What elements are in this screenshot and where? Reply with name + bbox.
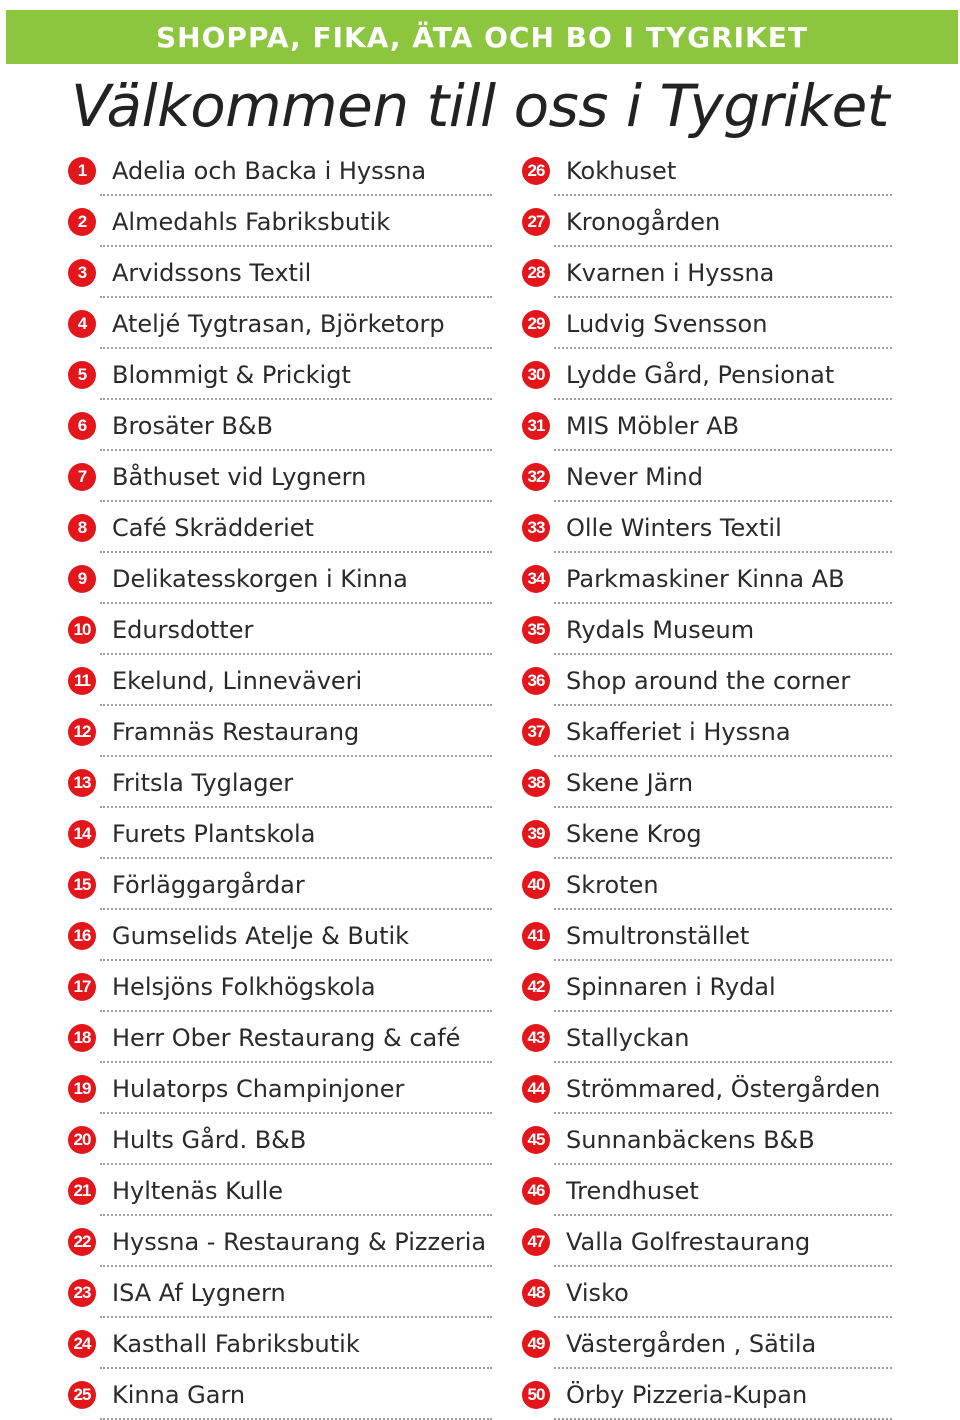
number-badge: 2 [68,208,96,236]
list-item [68,1063,486,1114]
number-badge: 4 [68,310,96,338]
place-name: Stallyckan [566,1023,690,1052]
number-badge: 48 [522,1279,550,1307]
number-badge: 27 [522,208,550,236]
place-name: Skafferiet i Hyssna [566,717,791,746]
list-item [522,757,880,808]
list-item [522,451,880,502]
place-name: Förläggargårdar [112,870,305,899]
number-badge: 10 [68,616,96,644]
list-item [522,349,880,400]
list-item [68,1165,486,1216]
list-item [522,961,880,1012]
list-item [68,553,486,604]
list-item [68,1012,486,1063]
place-name: Båthuset vid Lygnern [112,462,367,491]
place-name: Ludvig Svensson [566,309,768,338]
number-badge: 43 [522,1024,550,1052]
number-badge: 14 [68,820,96,848]
place-name: Almedahls Fabriksbutik [112,207,391,236]
list-item [68,247,486,298]
place-name: Ekelund, Linneväveri [112,666,363,695]
list-item [68,502,486,553]
number-badge: 41 [522,922,550,950]
place-name: Västergården , Sätila [566,1329,817,1358]
list-item [68,451,486,502]
number-badge: 50 [522,1381,550,1409]
list-item [522,604,880,655]
place-name: Edursdotter [112,615,254,644]
place-name: Never Mind [566,462,704,491]
list-item [522,1012,880,1063]
number-badge: 29 [522,310,550,338]
list-item [68,400,486,451]
place-name: Smultronstället [566,921,750,950]
place-name: Skene Järn [566,768,694,797]
number-badge: 20 [68,1126,96,1154]
number-badge: 31 [522,412,550,440]
number-badge: 19 [68,1075,96,1103]
number-badge: 5 [68,361,96,389]
list-item [68,298,486,349]
place-name: Furets Plantskola [112,819,316,848]
list-item [68,706,486,757]
list-item [522,400,880,451]
place-name: Örby Pizzeria-Kupan [566,1380,808,1409]
place-name: Parkmaskiner Kinna AB [566,564,845,593]
number-badge: 33 [522,514,550,542]
number-badge: 15 [68,871,96,899]
number-badge: 28 [522,259,550,287]
list-item [68,145,486,196]
number-badge: 37 [522,718,550,746]
number-badge: 6 [68,412,96,440]
place-name: Framnäs Restaurang [112,717,360,746]
list-item [522,196,880,247]
list-item [522,1216,880,1267]
banner-text: SHOPPA, FIKA, ÄTA OCH BO I TYGRIKET [156,20,808,54]
number-badge: 38 [522,769,550,797]
place-name: Fritsla Tyglager [112,768,294,797]
number-badge: 22 [68,1228,96,1256]
number-badge: 42 [522,973,550,1001]
place-name: Kvarnen i Hyssna [566,258,775,287]
list-item [522,1369,880,1420]
page-title: Välkommen till oss i Tygriket [70,72,889,140]
place-name: Strömmared, Östergården [566,1074,881,1103]
number-badge: 46 [522,1177,550,1205]
place-name: MIS Möbler AB [566,411,740,440]
place-name: Hulatorps Champinjoner [112,1074,405,1103]
number-badge: 32 [522,463,550,491]
place-name: Sunnanbäckens B&B [566,1125,815,1154]
place-name: Herr Ober Restaurang & café [112,1023,461,1052]
place-name: Kinna Garn [112,1380,246,1409]
number-badge: 25 [68,1381,96,1409]
list-item [522,808,880,859]
number-badge: 39 [522,820,550,848]
number-badge: 49 [522,1330,550,1358]
list-item [68,757,486,808]
list-item [522,859,880,910]
place-name: Delikatesskorgen i Kinna [112,564,408,593]
list-item [522,910,880,961]
list-item [522,1063,880,1114]
place-name: Adelia och Backa i Hyssna [112,156,427,185]
list-item [68,1369,486,1420]
place-name: Hults Gård. B&B [112,1125,307,1154]
place-name: Gumselids Atelje & Butik [112,921,410,950]
place-name: Ateljé Tygtrasan, Björketorp [112,309,445,338]
number-badge: 21 [68,1177,96,1205]
number-badge: 9 [68,565,96,593]
list-item [68,1114,486,1165]
place-name: Valla Golfrestaurang [566,1227,811,1256]
place-name: Hyssna - Restaurang & Pizzeria [112,1227,487,1256]
number-badge: 13 [68,769,96,797]
number-badge: 36 [522,667,550,695]
place-name: Hyltenäs Kulle [112,1176,283,1205]
list-item [68,1267,486,1318]
list-item [522,553,880,604]
list-item [68,1318,486,1369]
list-item [522,502,880,553]
list-item [522,1165,880,1216]
place-name: Trendhuset [566,1176,699,1205]
number-badge: 24 [68,1330,96,1358]
place-name: Arvidssons Textil [112,258,312,287]
number-badge: 8 [68,514,96,542]
place-name: Kronogården [566,207,721,236]
number-badge: 26 [522,157,550,185]
number-badge: 12 [68,718,96,746]
list-item [68,910,486,961]
number-badge: 44 [522,1075,550,1103]
place-name: Blommigt & Prickigt [112,360,351,389]
list-item [522,247,880,298]
number-badge: 23 [68,1279,96,1307]
number-badge: 17 [68,973,96,1001]
list-item [522,145,880,196]
place-name: Shop around the corner [566,666,851,695]
place-name: Spinnaren i Rydal [566,972,776,1001]
right-list [522,145,880,1420]
list-item [522,1318,880,1369]
list-item [68,859,486,910]
number-badge: 30 [522,361,550,389]
list-item [68,961,486,1012]
number-badge: 35 [522,616,550,644]
number-badge: 34 [522,565,550,593]
list-item [68,808,486,859]
number-badge: 11 [68,667,96,695]
list-item [68,349,486,400]
place-name: ISA Af Lygnern [112,1278,286,1307]
number-badge: 1 [68,157,96,185]
header-banner [6,10,958,64]
list-item [522,655,880,706]
number-badge: 7 [68,463,96,491]
list-item [522,1114,880,1165]
list-item [68,1216,486,1267]
list-item [68,655,486,706]
place-name: Skene Krog [566,819,702,848]
place-name: Kasthall Fabriksbutik [112,1329,360,1358]
number-badge: 45 [522,1126,550,1154]
place-name: Rydals Museum [566,615,755,644]
list-item [68,604,486,655]
place-name: Kokhuset [566,156,677,185]
number-badge: 16 [68,922,96,950]
list-item [522,298,880,349]
number-badge: 40 [522,871,550,899]
list-item [522,1267,880,1318]
number-badge: 3 [68,259,96,287]
place-name: Brosäter B&B [112,411,274,440]
left-list [68,145,486,1420]
number-badge: 47 [522,1228,550,1256]
place-name: Skroten [566,870,659,899]
place-name: Helsjöns Folkhögskola [112,972,376,1001]
list-item [68,196,486,247]
list-item [522,706,880,757]
place-name: Visko [566,1278,629,1307]
place-name: Lydde Gård, Pensionat [566,360,835,389]
place-name: Café Skrädderiet [112,513,314,542]
number-badge: 18 [68,1024,96,1052]
place-name: Olle Winters Textil [566,513,782,542]
